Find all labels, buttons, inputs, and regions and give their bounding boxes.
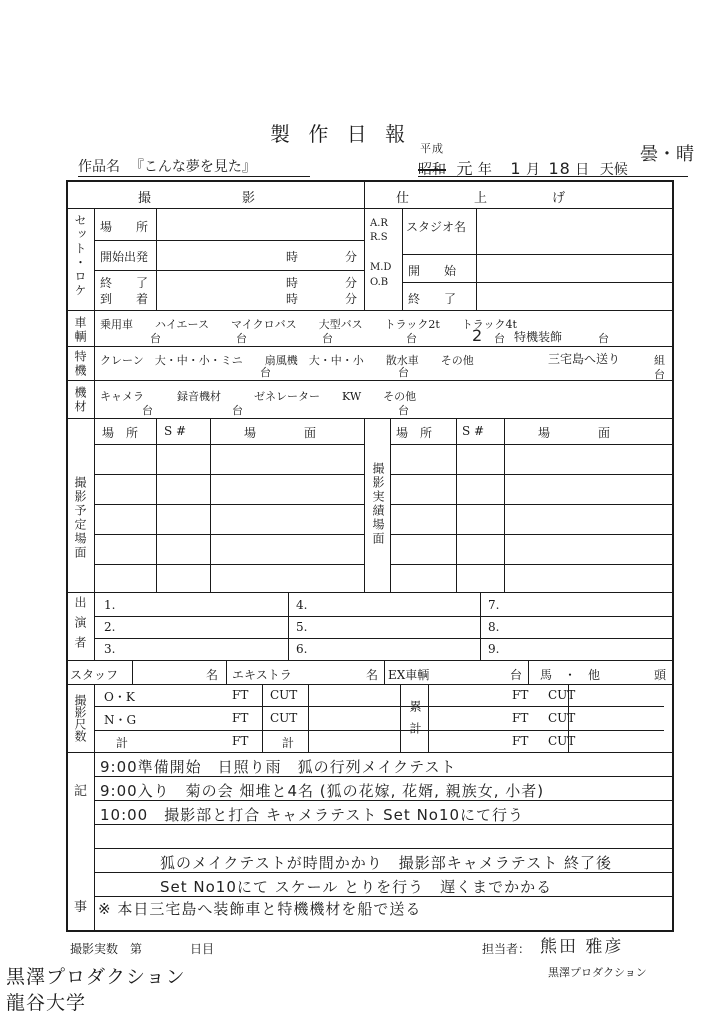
note-line-6: ※ 本日三宅島へ装飾車と特機機材を船で送る <box>98 900 422 918</box>
work-label: 作品名 <box>78 159 120 175</box>
weather-value: 曇・晴 <box>640 144 694 165</box>
horse-unit: 頭 <box>654 668 667 682</box>
ex-vehicle-unit: 台 <box>510 668 523 682</box>
document-title: 製 作 日 報 <box>270 122 412 146</box>
equipment-items: キャメラ 録音機材 ゼネレーター KW その他 <box>100 390 417 403</box>
era-struck: 昭和 <box>418 162 446 178</box>
cast-7: 7. <box>488 598 500 612</box>
special-set-unit: 組 <box>654 354 665 367</box>
md-label: M.D <box>370 262 392 273</box>
planned-scene-header: 場 面 <box>244 426 317 440</box>
person-label: 担当者： <box>482 942 531 956</box>
note-line-4: 狐のメイクテストが時間かかり 撮影部キャメラテスト 終了後 <box>160 854 612 872</box>
equipment-unit-2: 台 <box>232 404 243 417</box>
weather-label: 天候 <box>599 162 628 178</box>
note-line-1: 9:00準備開始 日照り雨 狐の行列メイクテスト <box>100 758 457 776</box>
ob-label: O.B <box>370 277 389 288</box>
year-value: 元 <box>456 159 474 178</box>
finish-end-label: 終 了 <box>408 292 457 306</box>
total-label: 計 <box>116 736 129 750</box>
finishing-header: 仕 上 げ <box>396 191 566 206</box>
vehicle-unit-6: 台 <box>598 332 609 345</box>
month-value: 1 <box>510 159 522 178</box>
cast-3: 3. <box>104 642 116 656</box>
cast-5: 5. <box>296 620 308 634</box>
special-unit-2: 台 <box>398 366 409 379</box>
ng-cut: CUT <box>270 711 298 725</box>
planned-scenes-label: 撮影予定場面 <box>73 476 87 560</box>
cum-ng-ft: FT <box>512 711 529 725</box>
day-value: 18 <box>548 159 571 178</box>
set-loca-label: セット・ロケ <box>73 214 87 298</box>
cum-total-ft: FT <box>512 734 529 748</box>
special-unit-1: 台 <box>260 366 271 379</box>
note-line-5: Set No10にて スケール とりを行う 遅くまでかかる <box>160 878 553 896</box>
extra-label: エキストラ <box>232 668 292 682</box>
era-handwritten: 平成 <box>420 142 444 155</box>
arrive-minute: 分 <box>345 292 358 306</box>
special-label: 特機 <box>73 350 87 378</box>
actual-place-header: 場 所 <box>396 426 433 440</box>
work-label-line <box>78 156 310 177</box>
start-hour: 時 <box>286 250 299 264</box>
start-label: 開始出発 <box>100 250 149 264</box>
year-unit: 年 <box>477 162 492 178</box>
note-line-3: 10:00 撮影部と打合 キャメラテスト Set No10にて行う <box>100 806 525 824</box>
equipment-unit-3: 台 <box>398 404 409 417</box>
shoot-days: 撮影実数 第 日目 <box>70 942 215 956</box>
vehicles-items: 乗用車 ハイエース マイクロバス 大型バス トラック2t トラック4t <box>100 318 517 331</box>
end-label: 終 了 <box>100 276 149 290</box>
ok-ft: FT <box>232 688 249 702</box>
equipment-unit-1: 台 <box>142 404 153 417</box>
cumulative-label: 累計 <box>408 700 422 744</box>
ar-label: A.R <box>370 218 388 229</box>
cum-ok-ft: FT <box>512 688 529 702</box>
staff-person-unit: 名 <box>206 668 219 682</box>
vehicle-unit-3: 台 <box>322 332 333 345</box>
note-line-2: 9:00入り 菊の会 畑堆と4名 (狐の花嫁, 花婿, 親族女, 小者) <box>100 782 545 800</box>
cast-2: 2. <box>104 620 116 634</box>
staff-label: スタッフ <box>70 668 119 682</box>
horse-label: 馬 ・ 他 <box>540 668 601 682</box>
watermark-line-2: 龍谷大学 <box>6 992 87 1014</box>
total-ft: FT <box>232 734 249 748</box>
cum-ok-cut: CUT <box>548 688 576 702</box>
vehicle-unit-5: 台 <box>494 332 505 345</box>
company-print: 黒澤プロダクション <box>548 966 647 979</box>
cast-1: 1. <box>104 598 116 612</box>
vehicles-label: 車輌 <box>73 316 87 344</box>
ex-vehicle-label: EX車輌 <box>388 668 430 682</box>
rs-label: R.S <box>370 232 388 243</box>
cast-6: 6. <box>296 642 308 656</box>
begin-label: 開 始 <box>408 264 457 278</box>
shooting-header: 撮 影 <box>138 191 256 206</box>
studio-label: スタジオ名 <box>406 220 467 234</box>
actual-scene-header: 場 面 <box>538 426 611 440</box>
extra-person-unit: 名 <box>366 668 379 682</box>
notes-label-ji: 事 <box>74 900 88 915</box>
place-label: 場 所 <box>100 220 149 234</box>
cast-4: 4. <box>296 598 308 612</box>
arrive-label: 到 着 <box>100 292 149 306</box>
special-items: クレーン 大・中・小・ミニ 扇風機 大・中・小 散水車 その他 <box>100 354 474 367</box>
cast-label: 出演者 <box>73 596 87 656</box>
total-cut: 計 <box>282 736 295 750</box>
truck4t-note: 特機装飾 <box>514 330 563 344</box>
special-other-note: 三宅島へ送り <box>548 352 621 366</box>
truck2t-count: 2 <box>472 326 484 345</box>
vehicle-unit-2: 台 <box>236 332 247 345</box>
special-unit-3: 台 <box>654 368 665 381</box>
ok-cut: CUT <box>270 688 298 702</box>
watermark-line-1: 黒澤プロダクション <box>6 966 186 988</box>
notes-label-ki: 記 <box>74 784 88 799</box>
film-label: 撮影尺数 <box>73 694 87 742</box>
planned-place-header: 場 所 <box>102 426 139 440</box>
end-minute: 分 <box>345 276 358 290</box>
end-hour: 時 <box>286 276 299 290</box>
start-minute: 分 <box>345 250 358 264</box>
equipment-label: 機材 <box>73 386 87 414</box>
planned-sno-header: S # <box>164 424 187 438</box>
work-title: 『こんな夢を見た』 <box>129 159 256 175</box>
arrive-hour: 時 <box>286 292 299 306</box>
cast-8: 8. <box>488 620 500 634</box>
day-unit: 日 <box>575 162 590 178</box>
vehicle-unit-1: 台 <box>150 332 161 345</box>
month-unit: 月 <box>526 162 541 178</box>
actual-scenes-label: 撮影実績場面 <box>371 462 385 546</box>
ng-ft: FT <box>232 711 249 725</box>
cum-ng-cut: CUT <box>548 711 576 725</box>
ng-label: N・G <box>104 713 137 727</box>
actual-sno-header: S # <box>462 424 485 438</box>
person-name: 熊田 雅彦 <box>540 937 624 957</box>
cum-total-cut: CUT <box>548 734 576 748</box>
ok-label: O・K <box>104 690 135 704</box>
cast-9: 9. <box>488 642 500 656</box>
vehicle-unit-4: 台 <box>406 332 417 345</box>
